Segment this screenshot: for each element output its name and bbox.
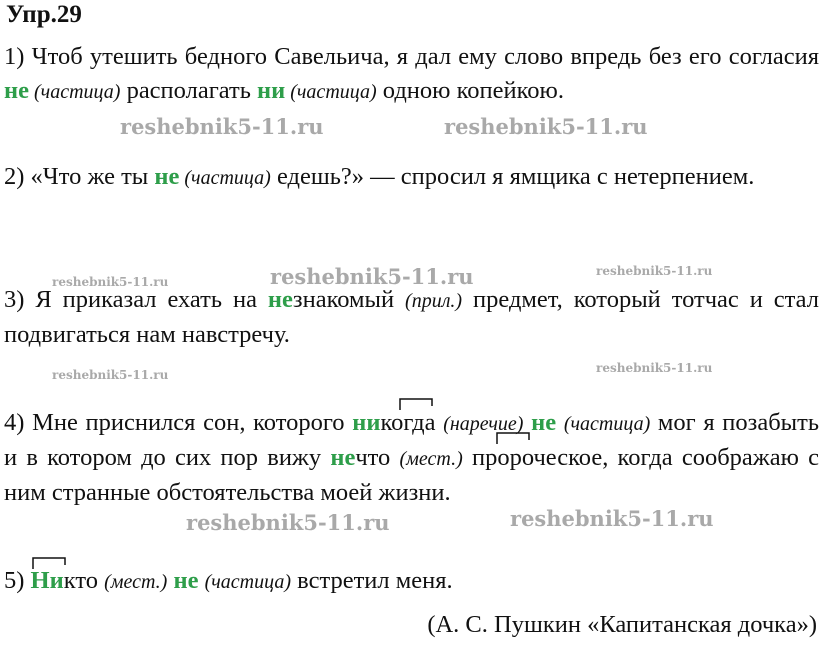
sentence-3 (4, 283, 819, 352)
sentence-4 (4, 406, 819, 510)
sentence-number: 3) (4, 286, 36, 313)
highlight-prefix: не (267, 286, 293, 313)
sentence-1 (4, 40, 819, 109)
exercise-title: Упр.29 (6, 1, 82, 28)
sentence-text: кто (63, 567, 105, 594)
watermark: reshebnik5-11.ru (510, 506, 714, 531)
sentence-text: одною копейкою. (376, 77, 564, 104)
sentence-2 (4, 160, 819, 195)
highlight-prefix: Ни (30, 567, 64, 594)
sentence-number: 1) (4, 43, 32, 70)
sentence-text: что (355, 444, 400, 471)
highlight-particle: не (531, 409, 557, 436)
grammar-note: (частица) (179, 167, 271, 189)
sentence-text: едешь?» — спросил я ямщика с нетерпением. (270, 163, 755, 190)
sentence-5 (4, 564, 819, 599)
highlight-prefix: не (330, 444, 356, 471)
watermark: reshebnik5-11.ru (52, 275, 169, 289)
highlight-particle: не (4, 77, 29, 104)
watermark: reshebnik5-11.ru (596, 361, 713, 375)
highlight-prefix: ни (352, 409, 381, 436)
grammar-note: (частица) (29, 81, 121, 103)
sentence-number: 2) (4, 163, 31, 190)
highlight-particle: не (173, 567, 199, 594)
sentence-number: 4) (4, 409, 33, 436)
sentence-text: мог я позабыть и в котором до сих пор вижу (4, 409, 820, 471)
watermark: reshebnik5-11.ru (120, 114, 324, 139)
highlight-particle: не (154, 163, 180, 190)
grammar-note: (наречие) (443, 413, 524, 435)
watermark: reshebnik5-11.ru (186, 510, 390, 535)
sentence-text: Чтоб утешить бедного Савельича, я дал ему слово впредь без его согласия (31, 43, 819, 70)
sentence-text: Я приказал ехать на (35, 286, 268, 313)
sentence-text: знакомый (292, 286, 406, 313)
sentence-text: когда (380, 409, 444, 436)
source-attribution: (А. С. Пушкин «Капитанская дочка») (427, 611, 817, 638)
sentence-text: предмет, который тотчас и стал подвигаться нам навстречу. (4, 286, 819, 348)
watermark: reshebnik5-11.ru (270, 264, 474, 289)
sentence-text: «Что же ты (30, 163, 155, 190)
sentence-number: 5) (4, 567, 31, 594)
watermark: reshebnik5-11.ru (596, 264, 713, 278)
sentence-text: встретил меня. (291, 567, 453, 594)
highlight-particle: ни (257, 77, 286, 104)
sentence-text (523, 409, 531, 436)
sentence-text: Мне приснился сон, которого (32, 409, 353, 436)
sentence-text (556, 409, 564, 436)
watermark: reshebnik5-11.ru (444, 114, 648, 139)
sentence-text: пророческое, когда соображаю с ним странные обстоятельства моей жизни. (4, 444, 819, 506)
watermark: reshebnik5-11.ru (52, 368, 169, 382)
grammar-note: (прил.) (405, 290, 463, 312)
grammar-note: (частица) (563, 413, 651, 435)
grammar-note: (мест.) (104, 571, 168, 593)
grammar-note: (частица) (204, 571, 292, 593)
grammar-note: (частица) (285, 81, 377, 103)
grammar-note: (мест.) (399, 448, 463, 470)
sentence-text: располагать (120, 77, 257, 104)
